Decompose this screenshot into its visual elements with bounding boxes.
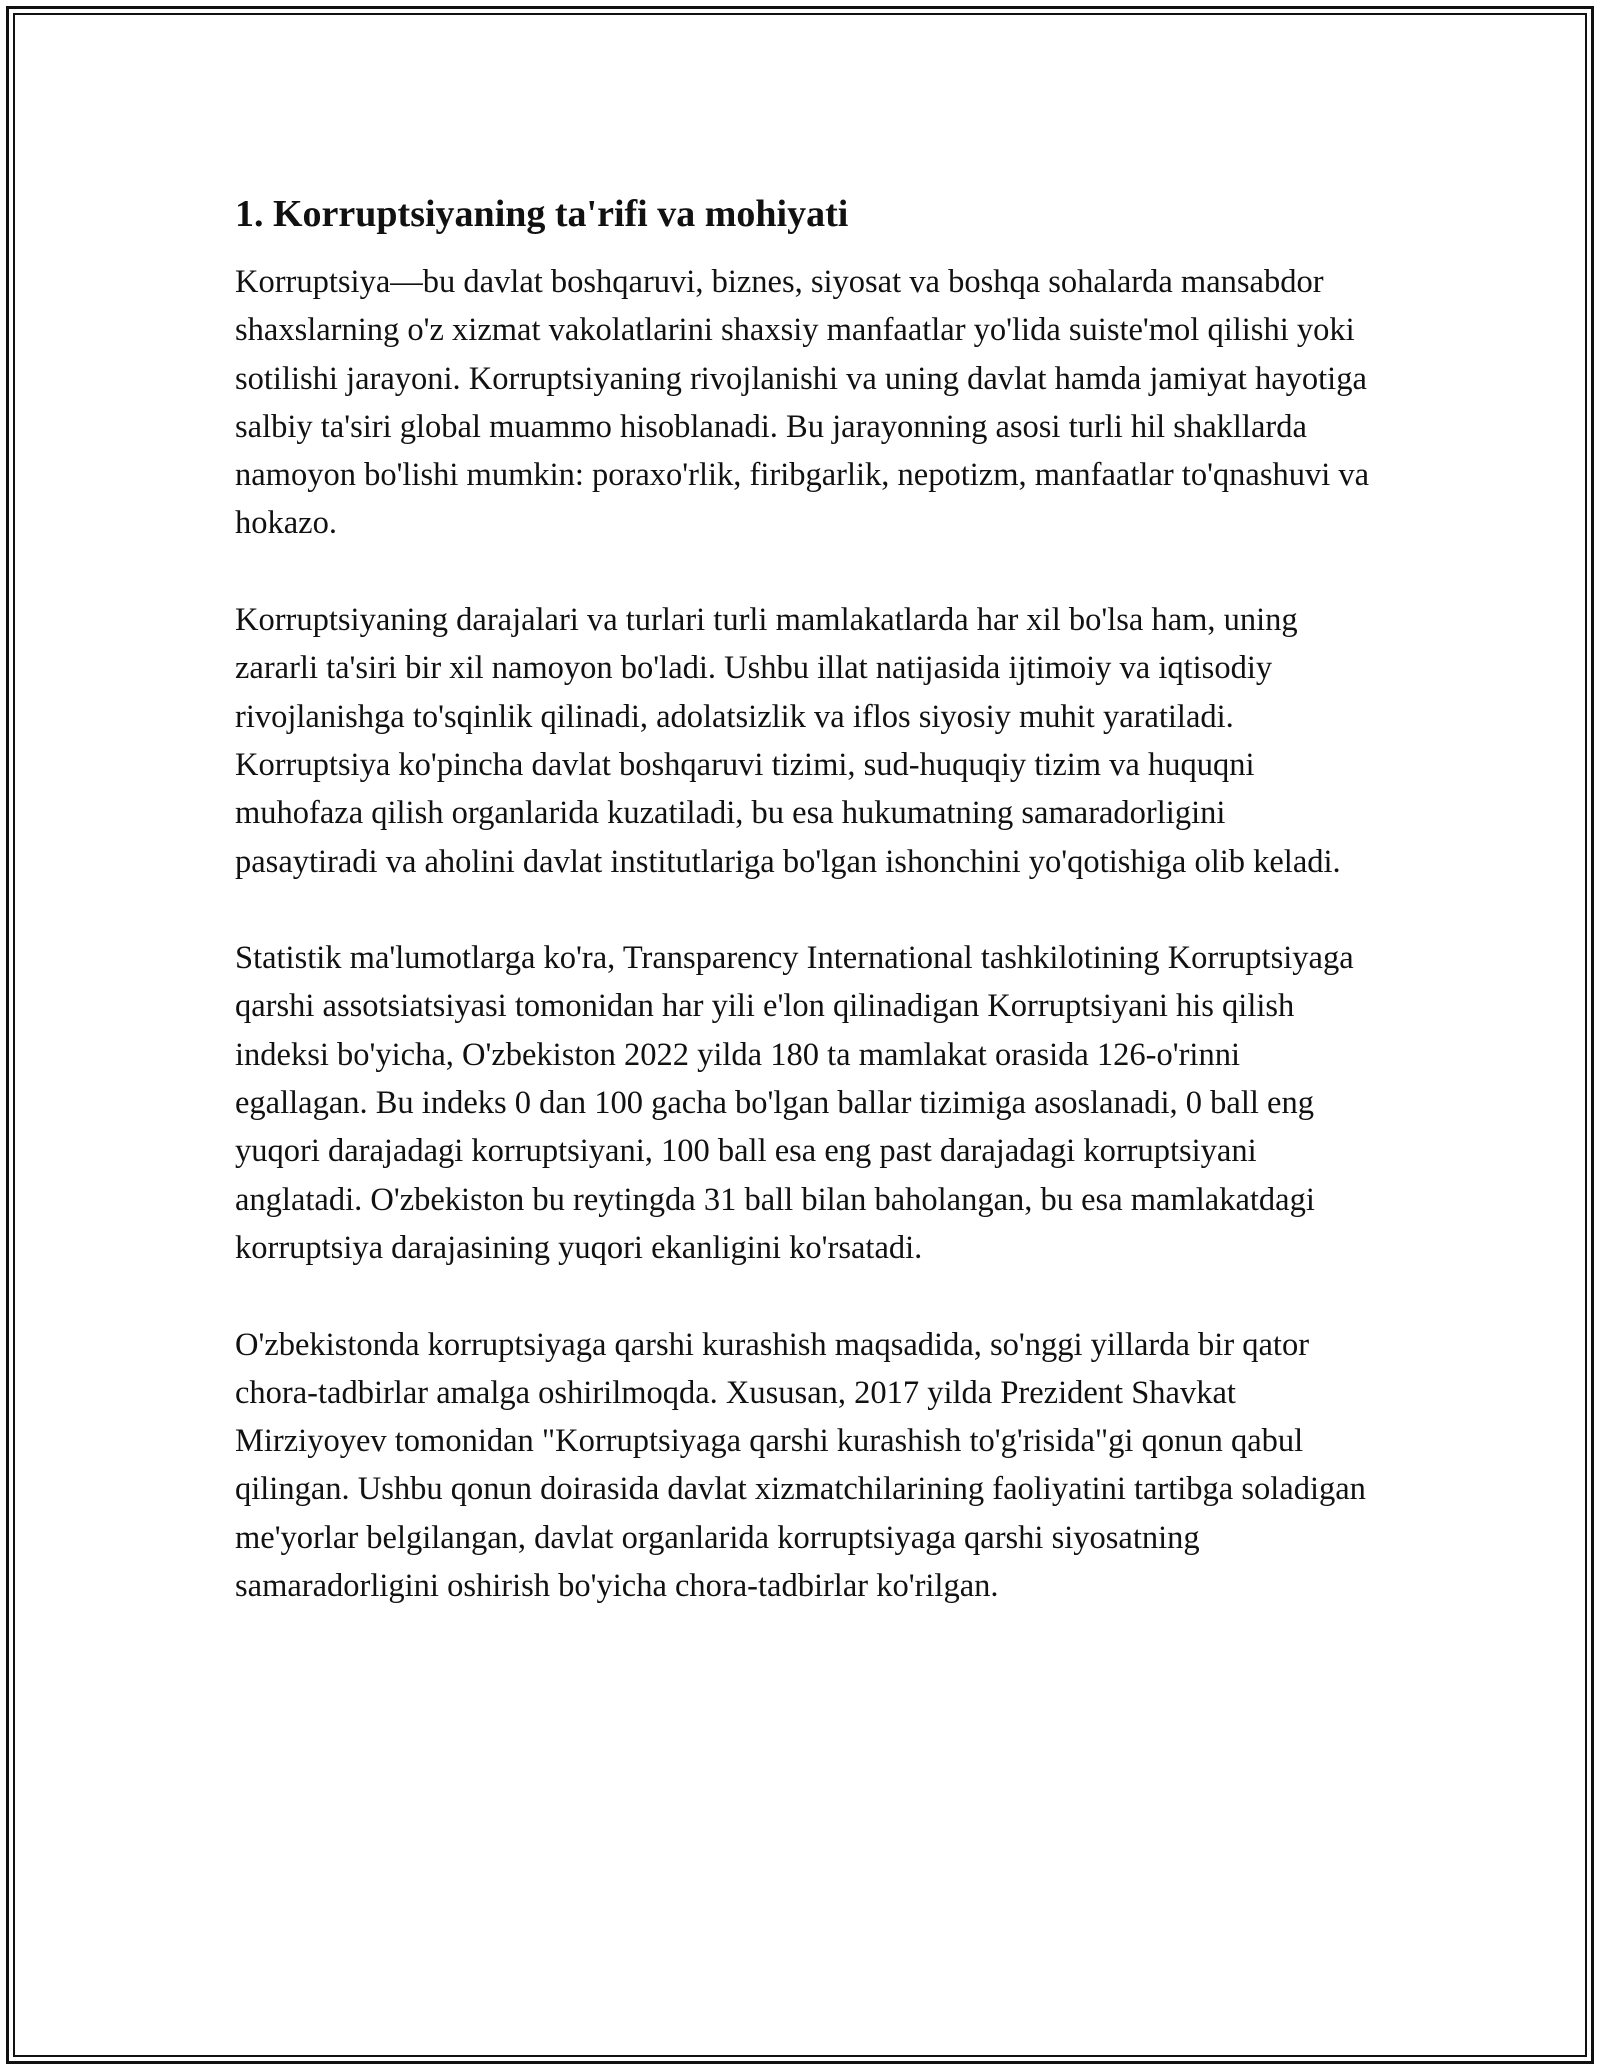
paragraph-impact: Korruptsiyaning darajalari va turlari turli mamlakatlarda har xil bo'lsa ham, uning zararli ta'siri bir xil namoyon bo'ladi. Ushbu illat natijasida ijtimoiy va iqtisodiy rivojlanishga to'sqinlik qilinadi, adolatsizlik va iflos siyosiy muhit yaratiladi. Korruptsiya ko'pincha davlat boshqaruvi tizimi, sud-huquqiy tizim va huquqni muhofaza qilish organlarida kuzatiladi, bu esa hukumatning samaradorligini pasaytiradi va aholini davlat institutlariga bo'lgan ishonchini yo'qotishiga olib keladi. [235,602,1341,880]
document-body [235,188,1370,1610]
section-heading: 1. Korruptsiyaning ta'rifi va mohiyati [235,193,849,235]
paragraph-definition: Korruptsiya—bu davlat boshqaruvi, biznes, siyosat va boshqa sohalarda mansabdor shaxslarning o'z xizmat vakolatlarini shaxsiy manfaatlar yo'lida suiste'mol qilishi yoki sotilishi jarayoni. Korruptsiyaning rivojlanishi va uning davlat hamda jamiyat hayotiga salbiy ta'siri global muammo hisoblanadi. Bu jarayonning asosi turli hil shakllarda namoyon bo'lishi mumkin: poraxo'rlik, firibgarlik, nepotizm, manfaatlar to'qnashuvi va hokazo. [235,264,1370,542]
paragraph-measures: O'zbekistonda korruptsiyaga qarshi kurashish maqsadida, so'nggi yillarda bir qator chora-tadbirlar amalga oshirilmoqda. Xususan, 2017 yilda Prezident Shavkat Mirziyoyev tomonidan "Korruptsiyaga qarshi kurashish to'g'risida"gi qonun qabul qilingan. Ushbu qonun doirasida davlat xizmatchilarining faoliyatini tartibga soladigan me'yorlar belgilangan, davlat organlarida korruptsiyaga qarshi siyosatning samaradorligini oshirish bo'yicha chora-tadbirlar ko'rilgan. [235,1326,1366,1605]
paragraph-statistics: Statistik ma'lumotlarga ko'ra, Transparency International tashkilotining Korruptsiyaga qarshi assotsiatsiyasi tomonidan har yili e'lon qilinadigan Korruptsiyani his qilish indeksi bo'yicha, O'zbekiston 2022 yilda 180 ta mamlakat orasida 126-o'rinni egallagan. Bu indeks 0 dan 100 gacha bo'lgan ballar tizimiga asoslanadi, 0 ball eng yuqori darajadagi korruptsiyani, 100 ball esa eng past darajadagi korruptsiyani anglatadi. O'zbekiston bu reytingda 31 ball bilan baholangan, bu esa mamlakatdagi korruptsiya darajasining yuqori ekanligini ko'rsatadi. [235,940,1354,1266]
